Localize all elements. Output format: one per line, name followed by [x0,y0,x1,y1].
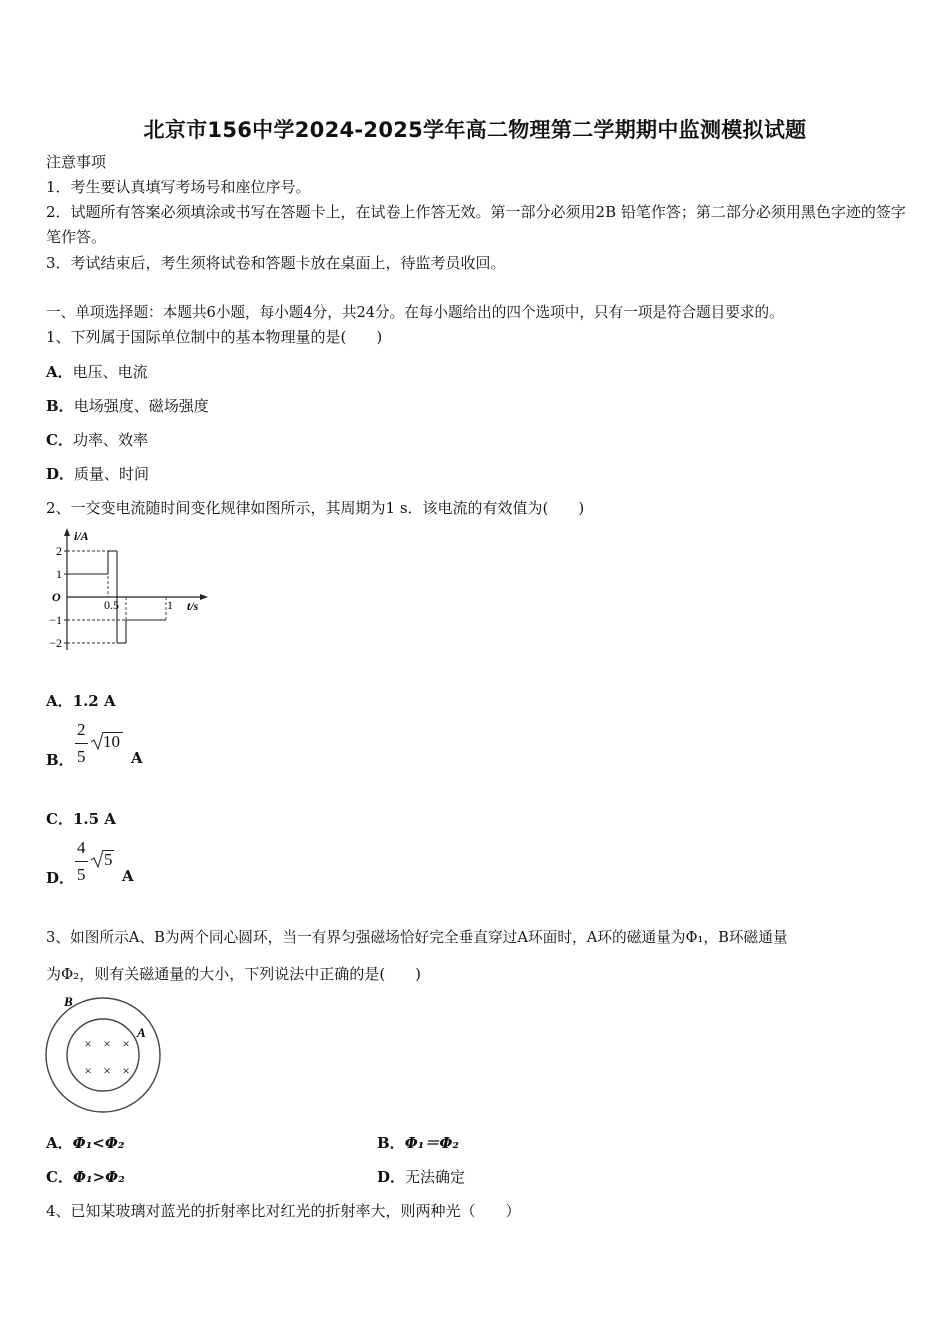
ring-label-b: B [64,994,73,1009]
q3-option-b[interactable] [377,1132,459,1153]
page-title: 北京市156中学2024-2025学年高二物理第二学期期中监测模拟试题 [143,118,807,142]
option-text: 1.2 A [72,692,116,710]
notice-item-1: 1．考生要认真填写考场号和座位序号。 [46,178,311,196]
sqrt-radicand: 10 [103,732,120,751]
option-text: 电压、电流 [72,363,148,381]
y-tick-label: −1 [49,613,62,627]
sqrt-icon [90,731,104,751]
option-letter: B． [46,751,74,769]
ring-label-a: A [137,1025,146,1040]
y-tick-label: −2 [49,636,62,650]
q3-stem-line1: 3、如图所示A、B为两个同心圆环，当一有界匀强磁场恰好完全垂直穿过A环面时，A环的磁通量为Φ₁，B环磁通量 [46,929,788,946]
option-unit: A [122,867,134,885]
q3-option-a[interactable] [46,1132,124,1153]
q3-option-d[interactable] [377,1166,465,1187]
x-tick-label: 0.5 [104,598,119,612]
q2-option-a[interactable] [46,690,116,711]
q3-option-c[interactable] [46,1166,125,1187]
field-cross-icon: × [103,1063,111,1078]
y-tick-label: 2 [56,544,62,558]
option-letter: D． [46,869,75,887]
option-letter: D． [46,465,75,483]
q1-option-b[interactable] [46,395,209,416]
q2-option-b[interactable] [46,749,74,770]
fraction-numerator: 2 [77,720,86,739]
field-cross-icon: × [122,1063,130,1078]
origin-label: O [52,590,61,604]
option-text: Φ₁>Φ₂ [72,1168,125,1186]
q3-stem-line2: 为Φ₂，则有关磁通量的大小，下列说法中正确的是( ) [46,965,422,983]
q3-rings-figure [44,993,166,1117]
x-axis-label: t/s [187,599,199,613]
option-unit: A [131,749,143,767]
q1-option-a[interactable] [46,361,148,382]
y-axis-arrow [64,528,70,536]
field-cross-icon: × [103,1036,111,1051]
option-letter: A． [46,1134,73,1152]
q1-option-c[interactable] [46,429,148,450]
option-letter: C． [46,1168,73,1186]
q1-stem: 1、下列属于国际单位制中的基本物理量的是( ) [46,328,383,346]
q2-option-d[interactable] [46,867,74,888]
field-cross-icon: × [84,1036,92,1051]
field-cross-icon: × [122,1036,130,1051]
option-text: 电场强度、磁场强度 [73,397,209,415]
option-text: 质量、时间 [74,465,150,483]
notice-item-2: 2．试题所有答案必须填涂或书写在答题卡上，在试卷上作答无效。第一部分必须用2B 铅笔作答；第二部分必须用黑色字迹的签字笔作答。 [46,203,906,246]
option-text: 无法确定 [405,1168,466,1186]
option-text: 1.5 A [72,810,116,828]
x-axis-arrow [200,594,208,600]
option-text: 功率、效率 [72,431,148,449]
q2-stem: 2、一交变电流随时间变化规律如图所示，其周期为1 s．该电流的有效值为( ) [46,499,585,517]
q2-current-graph [44,526,214,656]
fraction-denominator: 5 [77,865,86,884]
fraction-bar [75,743,88,744]
fraction-denominator: 5 [77,747,86,766]
fraction-numerator: 4 [77,838,86,857]
fraction-bar [75,861,88,862]
x-tick-label: 1 [167,598,173,612]
option-letter: C． [46,431,73,449]
y-axis-label: i/A [74,529,89,543]
option-letter: C． [46,810,73,828]
sqrt-icon [90,849,104,869]
inner-ring-a [67,1019,139,1091]
field-cross-icon: × [84,1063,92,1078]
option-letter: B． [46,397,74,415]
y-tick-label: 1 [56,567,62,581]
q1-option-d[interactable] [46,463,149,484]
option-text: Φ₁＝Φ₂ [404,1134,459,1152]
option-text: Φ₁<Φ₂ [72,1134,125,1152]
option-letter: A． [46,363,73,381]
notice-heading: 注意事项 [46,153,107,171]
section-heading: 一、单项选择题：本题共6小题，每小题4分，共24分。在每小题给出的四个选项中，只有一项是符合题目要求的。 [46,304,784,321]
notice-item-3: 3．考试结束后，考生须将试卷和答题卡放在桌面上，待监考员收回。 [46,254,506,272]
option-letter: D． [377,1168,406,1186]
outer-ring-b [46,998,160,1112]
option-letter: A． [46,692,73,710]
q2-option-c[interactable] [46,808,116,829]
q4-stem: 4、已知某玻璃对蓝光的折射率比对红光的折射率大，则两种光（ ） [46,1202,521,1220]
option-letter: B． [377,1134,405,1152]
sqrt-radicand: 5 [104,850,113,869]
